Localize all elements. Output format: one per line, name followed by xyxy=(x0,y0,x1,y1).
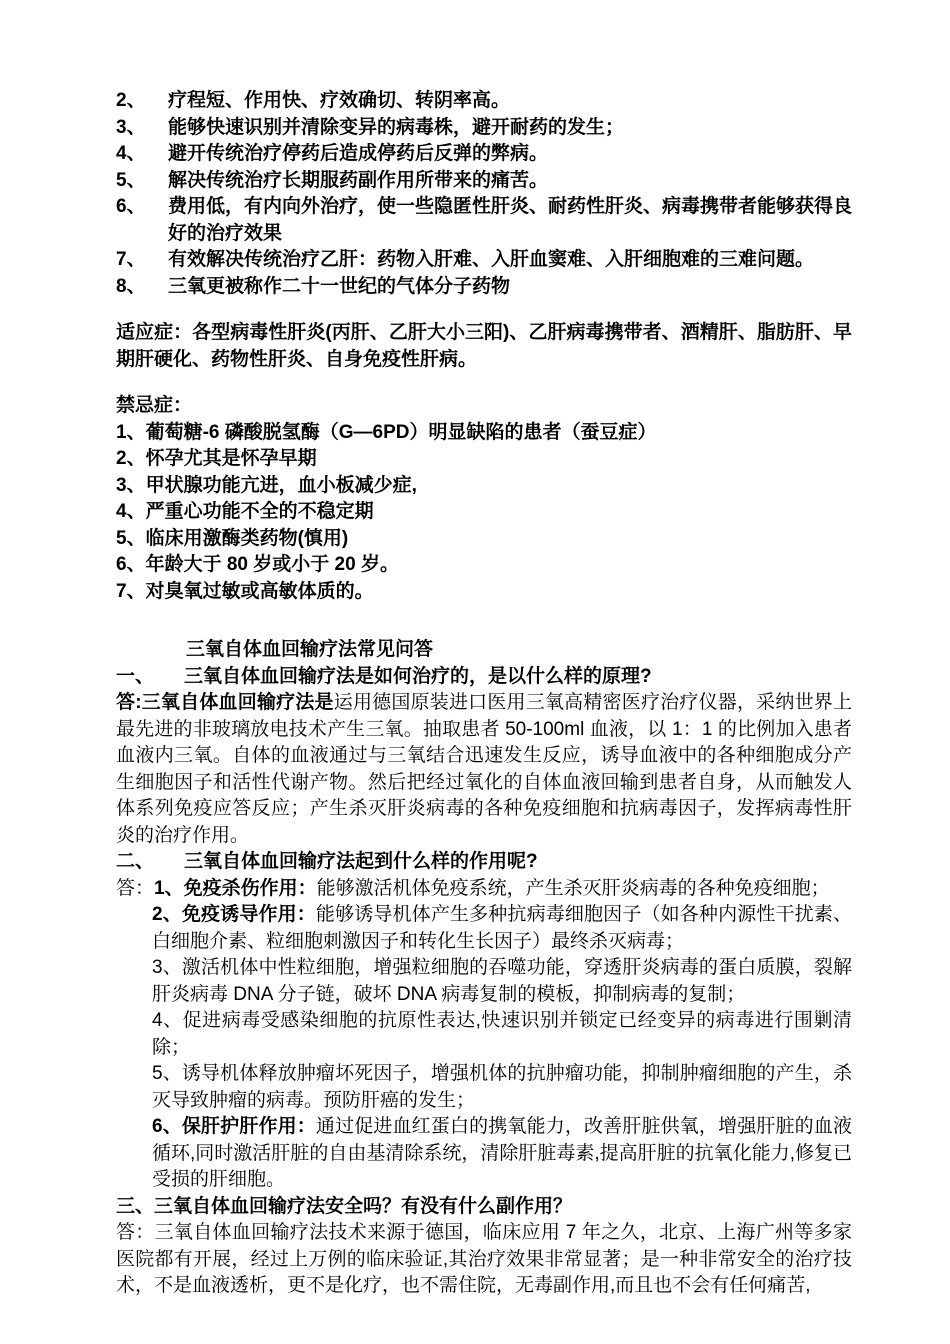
answer-item-text: 通过促进血红蛋白的携氧能力，改善肝脏供氧，增强肝脏的血液循环,同时激活肝脏的自由基清除系统，清除肝脏毒素,提高肝脏的抗氧化能力,修复已受损的肝细胞。 xyxy=(152,1116,852,1190)
answer-2-item-1-emphasis: 1、免疫杀伤作用： xyxy=(154,877,317,899)
item-number: 3、 xyxy=(116,116,146,138)
list-item xyxy=(116,274,852,301)
answer-2-intro xyxy=(116,876,852,903)
question-3: 三、三氧自体血回输疗法安全吗？有没有什么副作用？ xyxy=(116,1195,573,1217)
question-2-number: 二、 xyxy=(116,851,155,872)
answer-3: 答：三氧自体血回输疗法技术来源于德国，临床应用 7 年之久，北京、上海广州等多家医院都有开展，经过上万例的临床验证,其治疗效果非常显著；是一种非常安全的治疗技术，不是血液透析，更不是化疗，也不需住院，无毒副作用,而且也不会有任何痛苦, xyxy=(116,1222,852,1296)
answer-item xyxy=(152,1008,852,1061)
faq-title: 三氧自体血回输疗法常见问答 xyxy=(186,639,434,660)
item-text: 有效解决传统治疗乙肝：药物入肝难、入肝血窦难、入肝细胞难的三难问题。 xyxy=(168,249,815,270)
item-text: 解决传统治疗长期服药副作用所带来的痛苦。 xyxy=(168,169,549,191)
item-number: 8、 xyxy=(116,275,146,297)
list-item xyxy=(116,115,852,142)
answer-item xyxy=(152,1114,852,1194)
answer-item-text: 能够诱导机体产生多种抗病毒细胞因子（如各种内源性干扰素、白细胞介素、粒细胞刺激因子和转化生长因子）最终杀灭病毒； xyxy=(152,904,852,952)
list-item xyxy=(116,194,852,247)
item-text: 避开传统治疗停药后造成停药后反弹的弊病。 xyxy=(168,143,549,164)
answer-1-prefix: 答: xyxy=(116,692,142,713)
answer-item-text: 5、诱导机体释放肿瘤坏死因子，增强机体的抗肿瘤功能，抑制肿瘤细胞的产生，杀灭导致肿瘤的病毒。预防肝癌的发生； xyxy=(152,1063,852,1111)
item-text: 三氧更被称作二十一世纪的气体分子药物 xyxy=(168,275,511,297)
contraindication-item: 3、甲状腺功能亢进，血小板减少症, xyxy=(116,474,417,496)
answer-1 xyxy=(116,690,852,849)
list-item xyxy=(116,88,852,115)
contraindication-item: 5、临床用激酶类药物(慎用) xyxy=(116,527,349,549)
item-number: 7、 xyxy=(116,249,146,270)
answer-item-text: 3、激活机体中性粒细胞，增强粒细胞的吞噬功能，穿透肝炎病毒的蛋白质膜，裂解肝炎病毒 DNA 分子链，破坏 DNA 病毒复制的模板，抑制病毒的复制； xyxy=(152,957,852,1005)
question-1-text: 三氧自体血回输疗法是如何治疗的，是以什么样的原理? xyxy=(184,665,652,687)
contraindications-title: 禁忌症： xyxy=(116,395,193,416)
item-number: 6、 xyxy=(116,196,146,217)
contraindication-item: 2、怀孕尤其是怀孕早期 xyxy=(116,448,317,469)
answer-item xyxy=(152,902,852,955)
list-item xyxy=(116,247,852,274)
contraindication-item: 6、年龄大于 80 岁或小于 20 岁。 xyxy=(116,554,399,575)
indications-paragraph: 适应症：各型病毒性肝炎(丙肝、乙肝大小三阳)、乙肝病毒携带者、酒精肝、脂肪肝、早期肝硬化、药物性肝炎、自身免疫性肝病。 xyxy=(116,322,852,370)
item-number: 2、 xyxy=(116,90,146,111)
answer-1-text: 运用德国原装进口医用三氧高精密医疗治疗仪器，采纳世界上最先进的非玻璃放电技术产生三氧。抽取患者 50-100ml 血液，以 1：1 的比例加入患者血液内三氧。自体的血液通过与三氧结合迅速发生反应，诱导血液中的各种细胞成分产生细胞因子和活性代谢产物。然后把经过氧化的自体血液回输到患者自身，从而触发人体系列免疫应答反应；产生杀灭肝炎病毒的各种免疫细胞和抗病毒因子，发挥病毒性肝炎的治疗作用。 xyxy=(116,692,852,846)
item-text: 疗程短、作用快、疗效确切、转阴率高。 xyxy=(168,90,511,111)
answer-item xyxy=(152,955,852,1008)
question-1-number: 一、 xyxy=(116,665,155,687)
contraindication-item: 7、对臭氧过敏或高敏体质的。 xyxy=(116,580,374,602)
answer-2-prefix: 答： xyxy=(116,877,155,899)
answer-item-emphasis: 2、免疫诱导作用： xyxy=(152,904,316,925)
question-1 xyxy=(116,664,852,691)
list-item xyxy=(116,168,852,195)
list-item xyxy=(116,141,852,168)
item-number: 4、 xyxy=(116,143,146,164)
item-number: 5、 xyxy=(116,169,146,191)
answer-item xyxy=(152,1061,852,1114)
answer-item-text: 4、促进病毒受感染细胞的抗原性表达,快速识别并锁定已经变异的病毒进行围剿清除； xyxy=(152,1010,852,1058)
advantages-list xyxy=(116,88,852,300)
question-2-text: 三氧自体血回输疗法起到什么样的作用呢? xyxy=(184,851,538,872)
answer-2-items xyxy=(152,902,852,1194)
question-2 xyxy=(116,849,852,876)
answer-2-item-1-text: 能够激活机体免疫系统，产生杀灭肝炎病毒的各种免疫细胞； xyxy=(316,877,830,899)
contraindication-item: 4、严重心功能不全的不稳定期 xyxy=(116,501,374,522)
answer-item-emphasis: 6、保肝护肝作用： xyxy=(152,1116,316,1137)
contraindication-item: 1、葡萄糖-6 磷酸脱氢酶（G—6PD）明显缺陷的患者（蚕豆症） xyxy=(116,421,657,443)
item-text: 能够快速识别并清除变异的病毒株，避开耐药的发生； xyxy=(168,116,625,138)
contraindications-list xyxy=(116,420,852,606)
item-text: 费用低，有内向外治疗，使一些隐匿性肝炎、耐药性肝炎、病毒携带者能够获得良好的治疗效果 xyxy=(168,196,853,244)
answer-1-emphasis: 三氧自体血回输疗法是 xyxy=(141,692,334,713)
